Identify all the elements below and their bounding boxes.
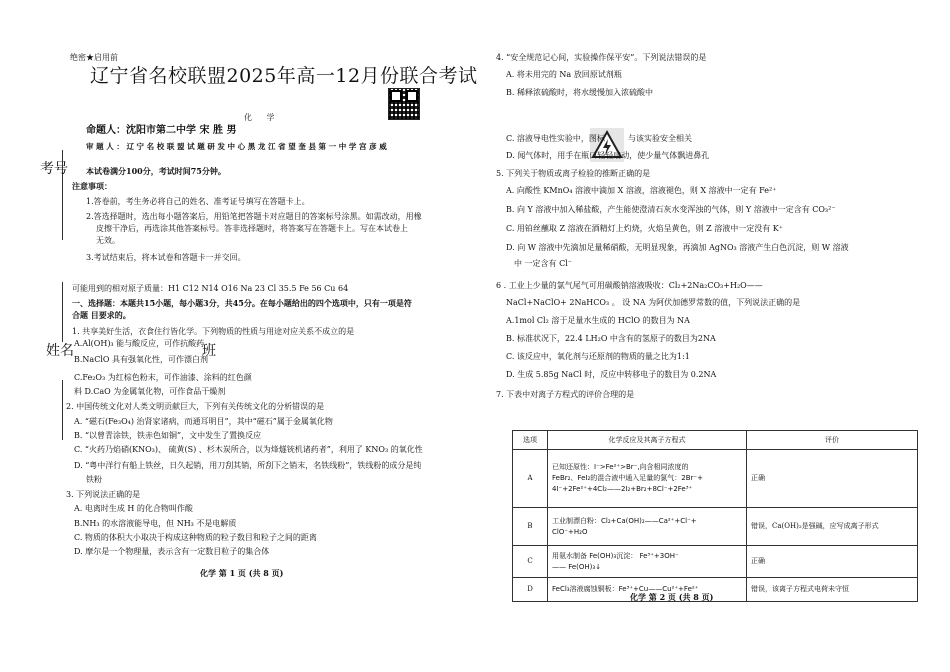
table-header-evaluation: 评价: [747, 431, 918, 450]
reaction-line: 用氨水制备 Fe(OH)₃沉淀： Fe³⁺+3OH⁻: [552, 551, 679, 560]
binding-line-middle: [62, 282, 63, 342]
q6-option-c: C. 该反应中，氧化剂与还原剂的物质的量之比为1:1: [506, 352, 690, 361]
q5-stem: 5. 下列关于物质或离子检验的推断正确的是: [496, 169, 651, 178]
name-label: 姓名: [46, 343, 74, 359]
q4-option-c: C. 溶液导电性实验中，图标: [506, 134, 605, 143]
q2-option-b: B. “以曾青涂铁，铁赤色如铜”，文中发生了置换反应: [74, 431, 262, 440]
q5-option-b: B. 向 Y 溶液中加入稀盐酸，产生能使澄清石灰水变浑浊的气体，则 Y 溶液中一定含有 CO₃²⁻: [506, 205, 836, 214]
table-header-row: [513, 431, 918, 450]
footer-page-1: 化学 第 1 页 (共 8 页): [200, 568, 284, 578]
row-evaluation: 正确: [747, 450, 918, 508]
exam-title: 辽宁省名校联盟2025年高一12月份联合考试: [90, 65, 478, 87]
q5-option-c: C. 用铂丝蘸取 Z 溶液在酒精灯上灼烧，火焰呈黄色，则 Z 溶液中一定没有 K⁺: [506, 224, 783, 233]
row-evaluation: 错误，该离子方程式电荷未守恒: [747, 578, 918, 602]
subject-label: 化 学: [244, 113, 281, 122]
q1-option-a: A.Al(OH)₃ 能与酸反应，可作抗酸药: [74, 339, 205, 348]
q2-option-d: D. “粤中洋行有船上铁丝，日久起销，用刀刮其销，所刮下之销末，名铁线粉”，铁线粉的成分是纯: [74, 461, 422, 470]
score-line: 本试卷满分100分，考试时间75分钟。: [86, 166, 226, 176]
q5-option-d: D. 向 W 溶液中先滴加足量稀硝酸，无明显现象，再滴加 AgNO₃ 溶液产生白色沉淀，则 W 溶液: [506, 243, 849, 252]
row-option: B: [513, 508, 548, 546]
row-evaluation: 错误，Ca(OH)₂是强碱，应写成离子形式: [747, 508, 918, 546]
reaction-line: 已知还原性：I⁻>Fe²⁺>Br⁻,向含相同浓度的: [552, 463, 689, 471]
q6-option-b: B. 标准状况下，22.4 LH₂O 中含有的氢原子的数目为2NA: [506, 334, 716, 343]
notice-2-cont: 皮擦干净后，再选涂其他答案标号。答非选择题时，将答案写在答题卡上。写在本试卷上: [96, 224, 408, 233]
footer-page-2: 化学 第 2 页 (共 8 页): [630, 592, 714, 602]
row-reaction: [548, 450, 747, 508]
q1-option-c: C.Fe₂O₃ 为红棕色粉末，可作油漆、涂料的红色颜: [74, 373, 252, 382]
q3-option-a: A. 电离时生成 H 的化合物叫作酸: [74, 504, 193, 513]
section1-line1: 一、选择题：本题共15小题，每小题3分，共45分。在每小题给出的四个选项中，只有一项是符: [72, 298, 412, 308]
row-option: A: [513, 450, 548, 508]
row-reaction: [548, 508, 747, 546]
q6-option-a: A.1mol Cl₂ 溶于足量水生成的 HClO 的数目为 NA: [506, 316, 690, 325]
qr-code-icon: [388, 88, 420, 120]
binding-line-bottom: [62, 380, 63, 440]
q4-option-c-cont: 与该实验安全相关: [628, 134, 692, 143]
secret-label: 绝密★启用前: [70, 53, 118, 62]
row-reaction: [548, 546, 747, 578]
q6-option-d: D. 生成 5.85g NaCl 时，反应中转移电子的数目为 0.2NA: [506, 370, 717, 379]
q6-stem: 6 . 工业上少量的氯气尾气可用碳酸钠溶液吸收：Cl₂+2Na₂CO₃+H₂O——: [496, 281, 763, 290]
reaction-line: 4I⁻+2Fe²⁺+4Cl₂——2I₂+Br₂+8Cl⁻+2Fe³⁺: [552, 485, 693, 493]
class-label: 班: [202, 343, 216, 359]
q4-option-a: A. 将未用完的 Na 放回原试剂瓶: [506, 70, 622, 79]
notice-2: 2.答选择题时，选出每小题答案后，用铅笔把答题卡对应题目的答案标号涂黑。如需改动，用橡: [86, 212, 422, 221]
table-header-reaction: 化学反应及其离子方程式: [548, 431, 747, 450]
reaction-line: 工业制漂白粉：Cl₂+Ca(OH)₂——Ca²⁺+Cl⁻+: [552, 516, 697, 525]
reaction-line: FeBr₂、FeI₂的混合液中通入足量的氯气：2Br⁻+: [552, 474, 703, 482]
q5-option-d-cont: 中 一定含有 Cl⁻: [514, 259, 572, 268]
row-option: C: [513, 546, 548, 578]
q6-stem-cont: NaCl+NaClO+ 2NaHCO₃ 。 设 NA 为阿伏加德罗常数的值，下列说法正确的是: [506, 298, 801, 307]
q1-option-d: 料 D.CaO 为金属氧化物，可作食品干燥剂: [74, 387, 226, 396]
q5-option-a: A. 向酸性 KMnO₄ 溶液中滴加 X 溶液，溶液褪色，则 X 溶液中一定有 Fe²⁺: [506, 186, 777, 195]
q7-evaluation-table: [512, 430, 918, 602]
author-line: 命题人：沈阳市第二中学 宋 胜 男: [86, 125, 237, 136]
table-row: [513, 546, 918, 578]
q3-stem: 3. 下列说法正确的是: [66, 490, 141, 499]
q3-option-c: C. 物质的体积大小取决于构成这种物质的粒子数目和粒子之间的距离: [74, 533, 317, 542]
notice-1: 1.答卷前，考生务必将自己的姓名、准考证号填写在答题卡上。: [86, 197, 310, 206]
q2-option-d-cont: 铁粉: [86, 475, 102, 484]
q3-option-d: D. 摩尔是一个物理量，表示含有一定数目粒子的集合体: [74, 547, 270, 556]
q2-option-a: A. “磁石(Fe₃O₄) 治肾家诸病，而通耳明目”，其中“磁石”属于金属氧化物: [74, 417, 333, 426]
section1-line2: 合题 目要求的。: [72, 310, 131, 320]
q4-option-d: D. 闻气体时，用手在瓶口轻轻扇动，使少量气体飘进鼻孔: [506, 151, 710, 160]
kaohao-label: 考号: [40, 161, 68, 177]
q4-option-b: B. 稀释浓硫酸时，将水缓慢加入浓硫酸中: [506, 88, 653, 97]
notice-2-end: 无效。: [96, 236, 120, 245]
notice-title: 注意事项：: [72, 181, 112, 191]
q7-stem: 7. 下表中对离子方程式的评价合理的是: [496, 390, 635, 399]
table-row: [513, 450, 918, 508]
row-evaluation: 正确: [747, 546, 918, 578]
q1-stem: 1. 共享美好生活，衣食住行皆化学。下列物质的性质与用途对应关系不成立的是: [72, 327, 355, 336]
reaction-line: FeCl₃溶液腐蚀铜板：Fe³⁺+Cu——Cu²⁺+Fe²⁺: [552, 585, 699, 593]
q1-option-b: B.NaClO 具有强氧化性，可作漂白剂: [74, 355, 208, 364]
reaction-line: ClO⁻+H₂O: [552, 527, 588, 536]
reviewer-line: 审 题 人 ： 辽 宁 名 校 联 盟 试 题 研 发 中 心 黑 龙 江 省 望 奎 县 第 一 中 学 宫 彦 威: [86, 142, 387, 151]
table-row: [513, 578, 918, 602]
atomic-masses: 可能用到的相对原子质量：H1 C12 N14 O16 Na 23 Cl 35.5 Fe 56 Cu 64: [72, 284, 349, 293]
q4-stem: 4. “安全规范记心间，实验操作保平安”。下列说法错误的是: [496, 53, 707, 62]
table-header-option: 选项: [513, 431, 548, 450]
reaction-line: —— Fe(OH)₃↓: [552, 562, 602, 571]
q2-option-c: C. “火药乃焰硝(KNO₃)、 硫黄(S) 、杉木炭所合，以为烽燧铳机诸药者”，利用了 KNO₃ 的氧化性: [74, 445, 423, 454]
table-row: [513, 508, 918, 546]
q2-stem: 2. 中国传统文化对人类文明贡献巨大，下列有关传统文化的分析错误的是: [66, 402, 325, 411]
q3-option-b: B.NH₃ 的水溶液能导电，但 NH₃ 不是电解质: [74, 519, 237, 528]
row-option: D: [513, 578, 548, 602]
notice-3: 3.考试结束后，将本试卷和答题卡一并交回。: [86, 253, 246, 262]
